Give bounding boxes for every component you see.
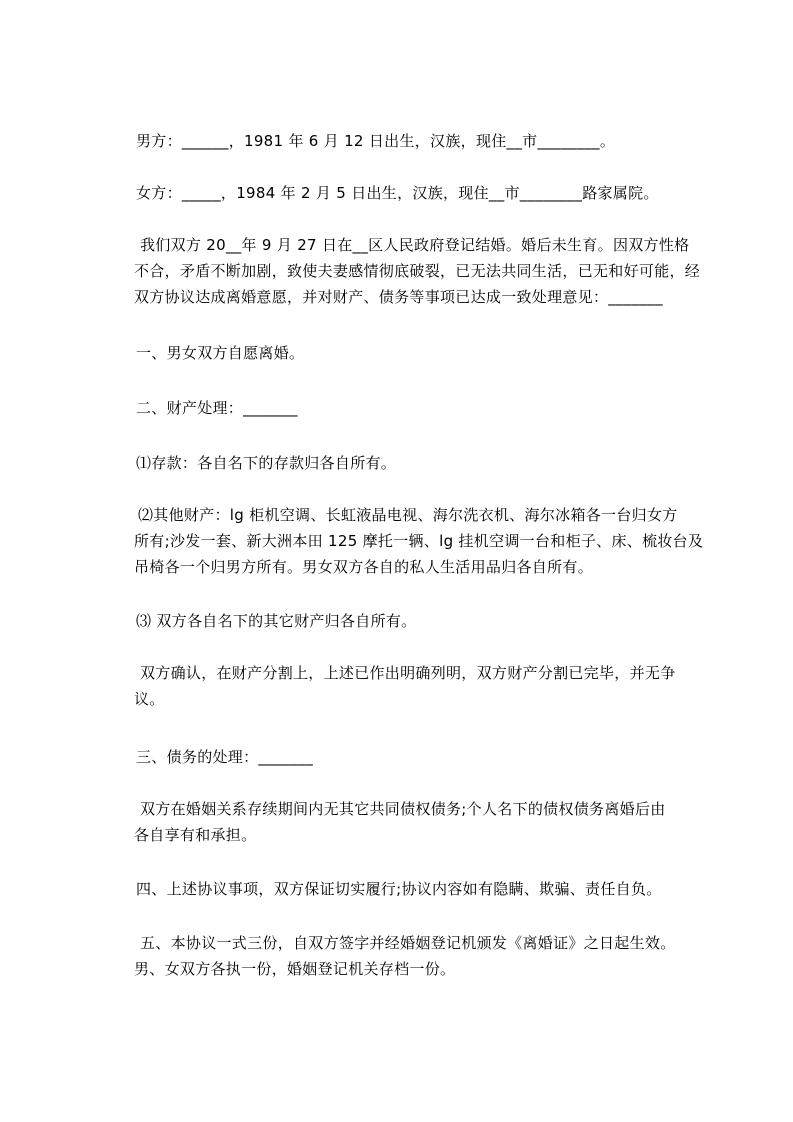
- paragraph-husband: [136, 128, 716, 154]
- text-line: 双方在婚姻关系存续期间内无其它共同债权债务;个人名下的债权债务离婚后由: [140, 800, 666, 818]
- paragraph-debt: [136, 796, 716, 848]
- text-line: 双方协议达成离婚意愿，并对财产、债务等事项已达成一致处理意见：_______: [134, 288, 663, 306]
- paragraph-item-2-2: [136, 502, 716, 580]
- paragraph-item-1: [136, 340, 716, 366]
- text-line: 女方：_____，1984 年 2 月 5 日出生，汉族，现住__市________路家属院。: [136, 184, 659, 202]
- text-line: 吊椅各一个归男方所有。男女双方各自的私人生活用品归各自所有。: [134, 558, 594, 576]
- text-line: 双方确认，在财产分割上，上述已作出明确列明，双方财产分割已完毕，并无争: [140, 664, 676, 682]
- text-line: 三、债务的处理：_______: [136, 748, 314, 766]
- text-line: 议。: [134, 690, 165, 708]
- text-line: 一、男女双方自愿离婚。: [136, 344, 305, 362]
- text-line: 二、财产处理：_______: [136, 399, 298, 417]
- paragraph-item-3: [136, 744, 716, 770]
- text-line: 男方：______，1981 年 6 月 12 日出生，汉族，现住__市________。: [136, 132, 616, 150]
- paragraph-item-4: [136, 876, 716, 902]
- paragraph-item-2-3: [136, 608, 716, 634]
- paragraph-confirm: [136, 660, 716, 712]
- text-line: 男、女双方各执一份，婚姻登记机关存档一份。: [134, 960, 456, 978]
- text-line: 我们双方 20__年 9 月 27 日在__区人民政府登记结婚。婚后未生育。因双方性格: [140, 236, 690, 254]
- text-line: ⑶ 双方各自名下的其它财产归各自所有。: [136, 612, 417, 630]
- paragraph-wife: [136, 180, 716, 206]
- paragraph-intro: [136, 232, 716, 310]
- text-line: 所有;沙发一套、新大洲本田 125 摩托一辆、lg 挂机空调一台和柜子、床、梳妆台及: [134, 532, 704, 550]
- paragraph-item-2: [136, 395, 716, 421]
- text-line: 五、本协议一式三份，自双方签字并经婚姻登记机颁发《离婚证》之日起生效。: [140, 934, 676, 952]
- text-line: ⑵其他财产：lg 柜机空调、长虹液晶电视、海尔洗衣机、海尔冰箱各一台归女方: [138, 506, 678, 524]
- text-line: 各自享有和承担。: [134, 826, 257, 844]
- paragraph-item-5: [136, 930, 716, 982]
- text-line: ⑴存款：各自名下的存款归各自所有。: [136, 454, 397, 472]
- text-line: 不合，矛盾不断加剧，致使夫妻感情彻底破裂，已无法共同生活，已无和好可能，经: [134, 262, 701, 280]
- paragraph-item-2-1: [136, 450, 716, 476]
- text-line: 四、上述协议事项，双方保证切实履行;协议内容如有隐瞒、欺骗、责任自负。: [136, 880, 662, 898]
